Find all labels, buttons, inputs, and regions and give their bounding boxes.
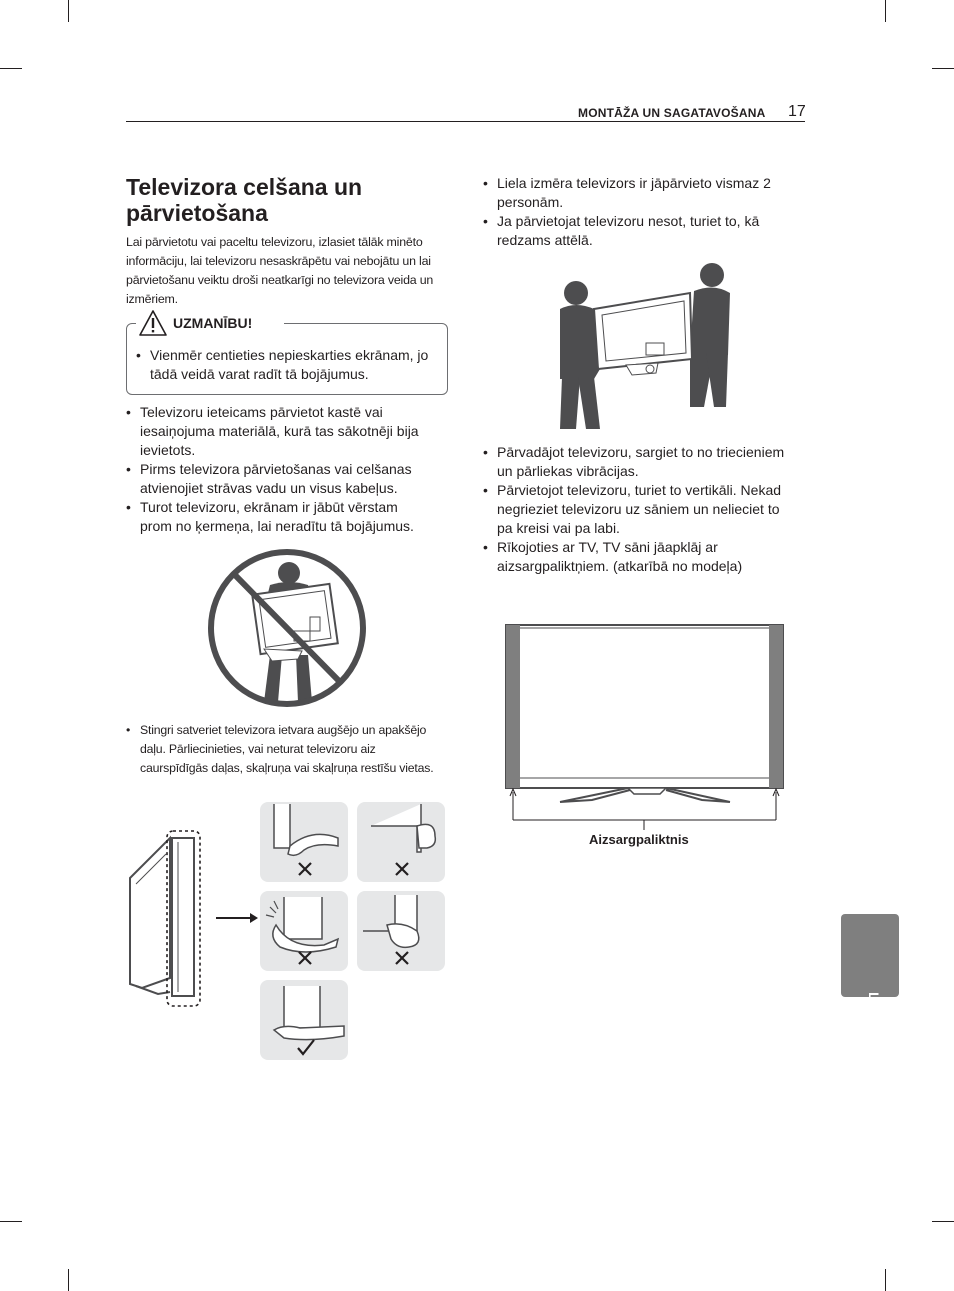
crop-mark (68, 1269, 69, 1291)
list-item: • Televizoru ieteicams pārvietot kastē vai iesaiņojuma materiālā, kurā tas sākotnēji bija ievietots. (126, 403, 432, 460)
grip-example-tile (357, 891, 445, 971)
intro-paragraph: Lai pārvietotu vai paceltu televizoru, izlasiet tālāk minēto informāciju, lai televizoru nesaskrāpētu vai nebojātu un lai pārvietošanu veiktu droši neatkarīgi no televizora veida un izmēriem. (126, 235, 434, 306)
crop-mark (932, 1221, 954, 1222)
grip-bullet-list (126, 721, 436, 778)
left-bullet-list (126, 403, 432, 536)
section-title: MONTĀŽA UN SAGATAVOŠANA (578, 106, 766, 120)
crop-mark (885, 0, 886, 22)
list-item: • Pārvadājot televizoru, sargiet to no triecieniem un pārliekas vibrācijas. (483, 443, 793, 481)
crop-mark (68, 0, 69, 22)
page-number: 17 (788, 103, 806, 120)
grip-example-tile (260, 802, 348, 882)
grip-example-tile (260, 980, 348, 1060)
grip-example-tile (357, 802, 445, 882)
caution-list (136, 346, 440, 384)
protector-label: Aizsargpaliktnis (589, 832, 689, 847)
crop-mark (0, 1221, 22, 1222)
right-bullet-list-bottom (483, 443, 793, 576)
tv-edge-illustration (126, 828, 260, 1010)
list-item: • Stingri satveriet televizora ietvara augšējo un apakšējo daļu. Pārliecinieties, vai neturat televizoru aiz caurspīdīgās daļas, skaļruņa vai skaļruņa restīšu vietas. (126, 721, 436, 778)
language-tab-label: LATVIESU (866, 992, 882, 1063)
right-bullet-list-top (483, 174, 789, 250)
crop-mark (932, 68, 954, 69)
list-item: • Rīkojoties ar TV, TV sāni jāapklāj ar aizsargpaliktņiem. (atkarībā no modeļa) (483, 538, 793, 576)
tv-protector-illustration (500, 620, 790, 830)
header-rule (126, 121, 805, 122)
crop-mark (0, 68, 22, 69)
page-title: Televizora celšana un pārvietošana (126, 174, 363, 226)
prohibited-carry-illustration (206, 547, 368, 709)
caution-title: UZMANĪBU! (173, 315, 253, 331)
caution-item: • Vienmēr centieties nepieskarties ekrānam, jo tādā veidā varat radīt tā bojājumus. (136, 346, 440, 384)
language-tab (841, 914, 899, 1063)
warning-triangle-icon (138, 309, 168, 337)
crop-mark (885, 1269, 886, 1291)
list-item: • Ja pārvietojat televizoru nesot, turiet to, kā redzams attēlā. (483, 212, 789, 250)
list-item: • Liela izmēra televizors ir jāpārvieto vismaz 2 personām. (483, 174, 789, 212)
list-item: • Pārvietojot televizoru, turiet to vertikāli. Nekad negrieziet televizoru uz sāniem un nelieciet to pa kreisi vai pa labi. (483, 481, 793, 538)
list-item: • Pirms televizora pārvietošanas vai celšanas atvienojiet strāvas vadu un visus kabeļus. (126, 460, 432, 498)
grip-example-tile (260, 891, 348, 971)
list-item: • Turot televizoru, ekrānam ir jābūt vērstam prom no ķermeņa, lai neradītu tā bojājumus. (126, 498, 432, 536)
two-person-carry-illustration (554, 259, 734, 431)
